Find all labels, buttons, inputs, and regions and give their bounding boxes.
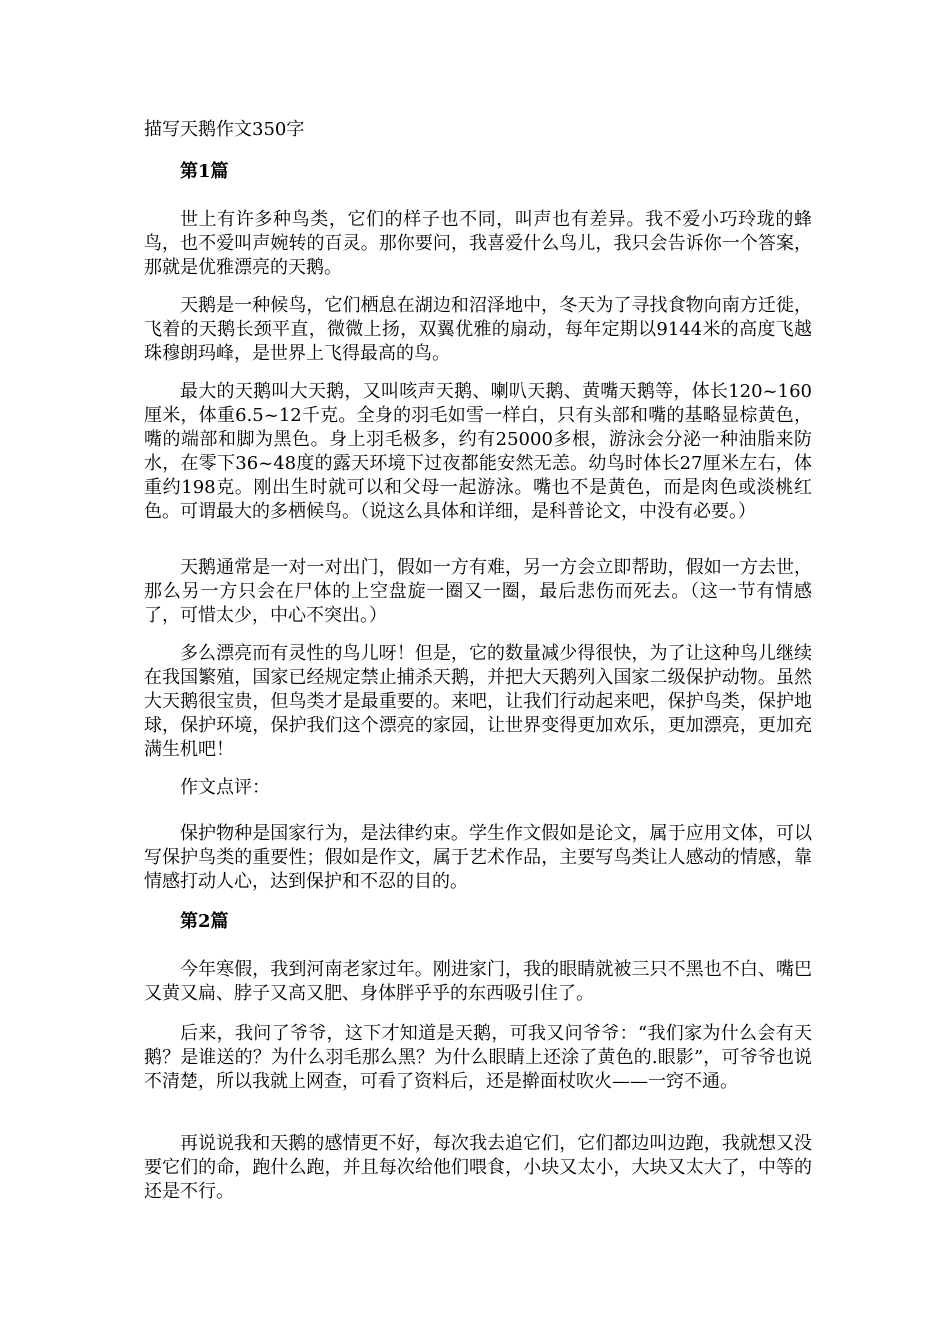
section-2-paragraph-2: 后来，我问了爷爷，这下才知道是天鹅，可我又问爷爷：“我们家为什么会有天鹅？是谁送的？为什么羽毛那么黑？为什么眼睛上还涂了黄色的.眼影”，可爷爷也说不清楚，所以我就上网查，可看了资料后，还是擀面杖吹火——一窍不通。: [144, 1023, 812, 1092]
section-1-paragraph-3: 最大的天鹅叫大天鹅，又叫咳声天鹅、喇叭天鹅、黄嘴天鹅等，体长120~160厘米，体重6.5~12千克。全身的羽毛如雪一样白，只有头部和嘴的基略显棕黄色，嘴的端部和脚为黑色。身上羽毛极多，约有25000多根，游泳会分泌一种油脂来防水，在零下36~48度的露天环境下过夜都能安然无恙。幼鸟时体长27厘米左右，体重约198克。刚出生时就可以和父母一起游泳。嘴也不是黄色，而是肉色或淡桃红色。可谓最大的多栖候鸟。（说这么具体和详细，是科普论文，中没有必要。）: [144, 381, 812, 522]
section-1-paragraph-4: 天鹅通常是一对一对出门，假如一方有难，另一方会立即帮助，假如一方去世，那么另一方只会在尸体的上空盘旋一圈又一圈，最后悲伤而死去。（这一节有情感了，可惜太少，中心不突出。）: [144, 557, 812, 626]
section-1-paragraph-1: 世上有许多种鸟类，它们的样子也不同，叫声也有差异。我不爱小巧玲珑的蜂鸟，也不爱叫声婉转的百灵。那你要问，我喜爱什么鸟儿，我只会告诉你一个答案，那就是优雅漂亮的天鹅。: [144, 209, 812, 278]
review-label: 作文点评：: [180, 777, 270, 798]
review-paragraph: 保护物种是国家行为，是法律约束。学生作文假如是论文，属于应用文体，可以写保护鸟类的重要性；假如是作文，属于艺术作品，主要写鸟类让人感动的情感，靠情感打动人心，达到保护和不忍的目的。: [144, 823, 812, 892]
section-2-heading: 第2篇: [180, 911, 229, 932]
section-2-paragraph-1: 今年寒假，我到河南老家过年。刚进家门，我的眼睛就被三只不黑也不白、嘴巴又黄又扁、脖子又高又肥、身体胖乎乎的东西吸引住了。: [144, 959, 812, 1004]
document-title: 描写天鹅作文350字: [144, 119, 305, 140]
section-1-paragraph-2: 天鹅是一种候鸟，它们栖息在湖边和沼泽地中，冬天为了寻找食物向南方迁徙，飞着的天鹅长颈平直，微微上扬，双翼优雅的扇动，每年定期以9144米的高度飞越珠穆朗玛峰，是世界上飞得最高的鸟。: [144, 295, 812, 364]
section-1-paragraph-5: 多么漂亮而有灵性的鸟儿呀！但是，它的数量减少得很快，为了让这种鸟儿继续在我国繁殖，国家已经规定禁止捕杀天鹅，并把大天鹅列入国家二级保护动物。虽然大天鹅很宝贵，但鸟类才是最重要的。来吧，让我们行动起来吧，保护鸟类，保护地球，保护环境，保护我们这个漂亮的家园，让世界变得更加欢乐，更加漂亮，更加充满生机吧！: [144, 643, 812, 760]
section-2-paragraph-3: 再说说我和天鹅的感情更不好，每次我去追它们，它们都边叫边跑，我就想又没要它们的命，跑什么跑，并且每次给他们喂食，小块又太小，大块又太大了，中等的还是不行。: [144, 1133, 812, 1202]
section-1-heading: 第1篇: [180, 161, 229, 182]
